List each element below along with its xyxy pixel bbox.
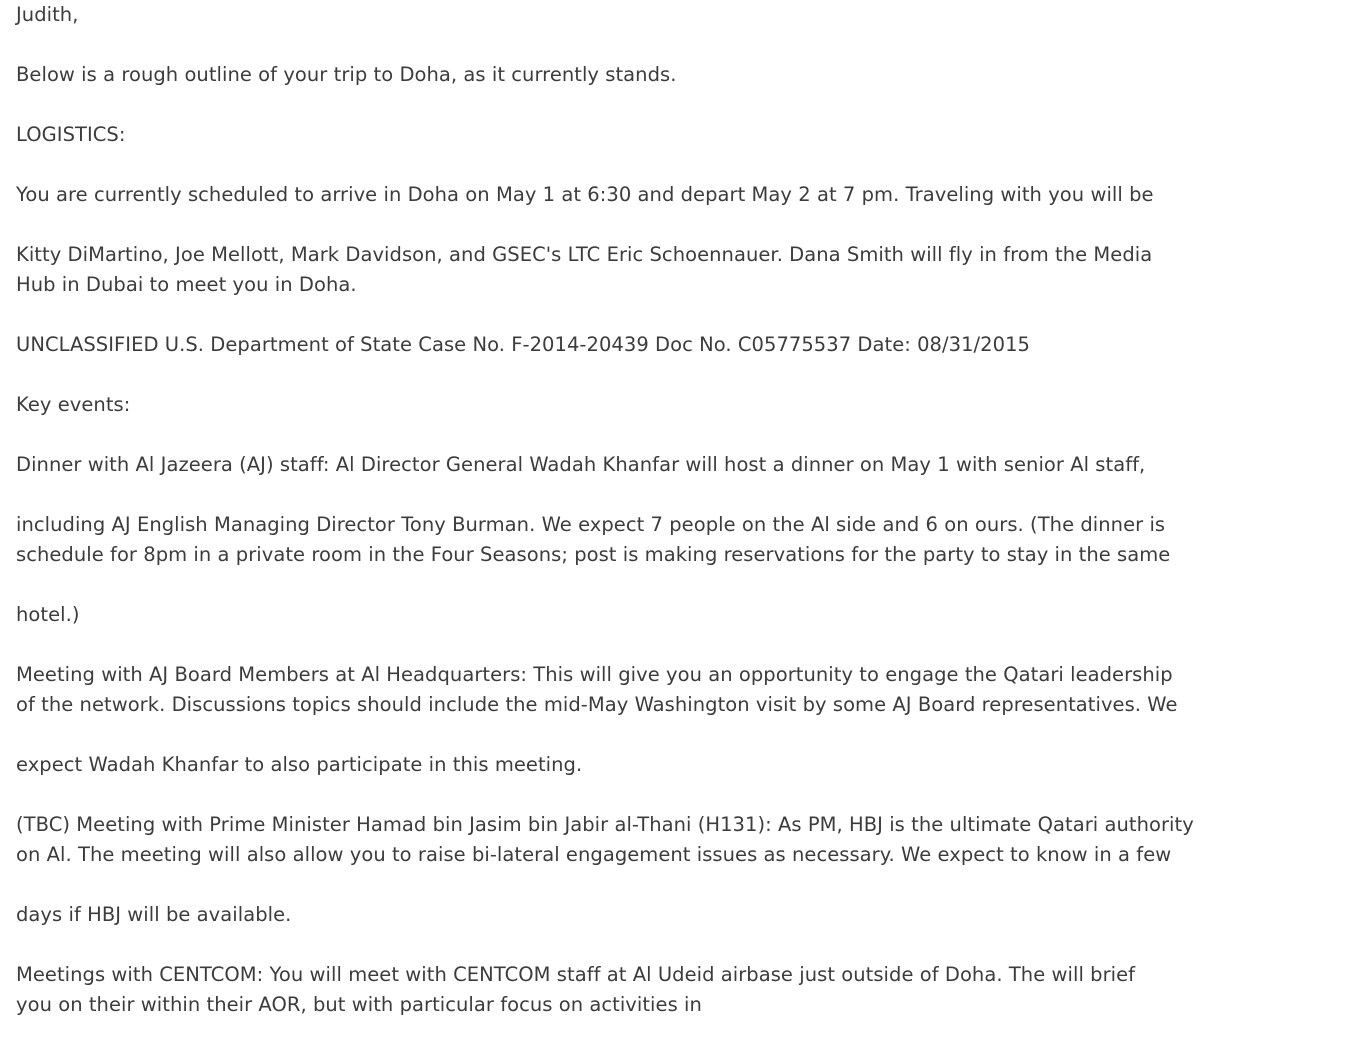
pm-line-3: days if HBJ will be available. — [16, 903, 292, 926]
board-line-3: expect Wadah Khanfar to also participate in this meeting. — [16, 753, 583, 776]
dinner-line-2: including AJ English Managing Director Tony Burman. We expect 7 people on the Al side and 6 on ours. (The dinner is — [16, 513, 1166, 536]
logistics-line-1: You are currently scheduled to arrive in Doha on May 1 at 6:30 and depart May 2 at 7 pm. Traveling with you will be — [16, 183, 1154, 206]
pm-line-2: on Al. The meeting will also allow you to raise bi-lateral engagement issues as necessary. We expect to know in a few — [16, 843, 1172, 866]
logistics-line-3: Hub in Dubai to meet you in Doha. — [16, 273, 357, 296]
board-line-2: of the network. Discussions topics should include the mid-May Washington visit by some AJ Board representatives. We — [16, 693, 1178, 716]
logistics-heading: LOGISTICS: — [16, 123, 126, 146]
pm-line-1: (TBC) Meeting with Prime Minister Hamad bin Jasim bin Jabir al-Thani (H131): As PM, HBJ is the ultimate Qatari authority — [16, 813, 1194, 836]
centcom-line-1: Meetings with CENTCOM: You will meet with CENTCOM staff at Al Udeid airbase just outside of Doha. The will brief — [16, 963, 1136, 986]
logistics-line-2: Kitty DiMartino, Joe Mellott, Mark Davidson, and GSEC's LTC Eric Schoennauer. Dana Smith will fly in from the Media — [16, 243, 1153, 266]
classification-marking: UNCLASSIFIED U.S. Department of State Case No. F-2014-20439 Doc No. C05775537 Date: 08/31/2015 — [16, 333, 1030, 356]
key-events-heading: Key events: — [16, 393, 131, 416]
board-line-1: Meeting with AJ Board Members at Al Headquarters: This will give you an opportunity to engage the Qatari leadership — [16, 663, 1173, 686]
intro-paragraph: Below is a rough outline of your trip to Doha, as it currently stands. — [16, 63, 677, 86]
greeting: Judith, — [16, 3, 79, 26]
dinner-line-3: schedule for 8pm in a private room in the Four Seasons; post is making reservations for the party to stay in the same — [16, 543, 1171, 566]
centcom-line-2: you on their within their AOR, but with particular focus on activities in — [16, 993, 702, 1016]
dinner-line-4: hotel.) — [16, 603, 80, 626]
dinner-line-1: Dinner with Al Jazeera (AJ) staff: Al Director General Wadah Khanfar will host a dinner on May 1 with senior Al staff, — [16, 453, 1146, 476]
